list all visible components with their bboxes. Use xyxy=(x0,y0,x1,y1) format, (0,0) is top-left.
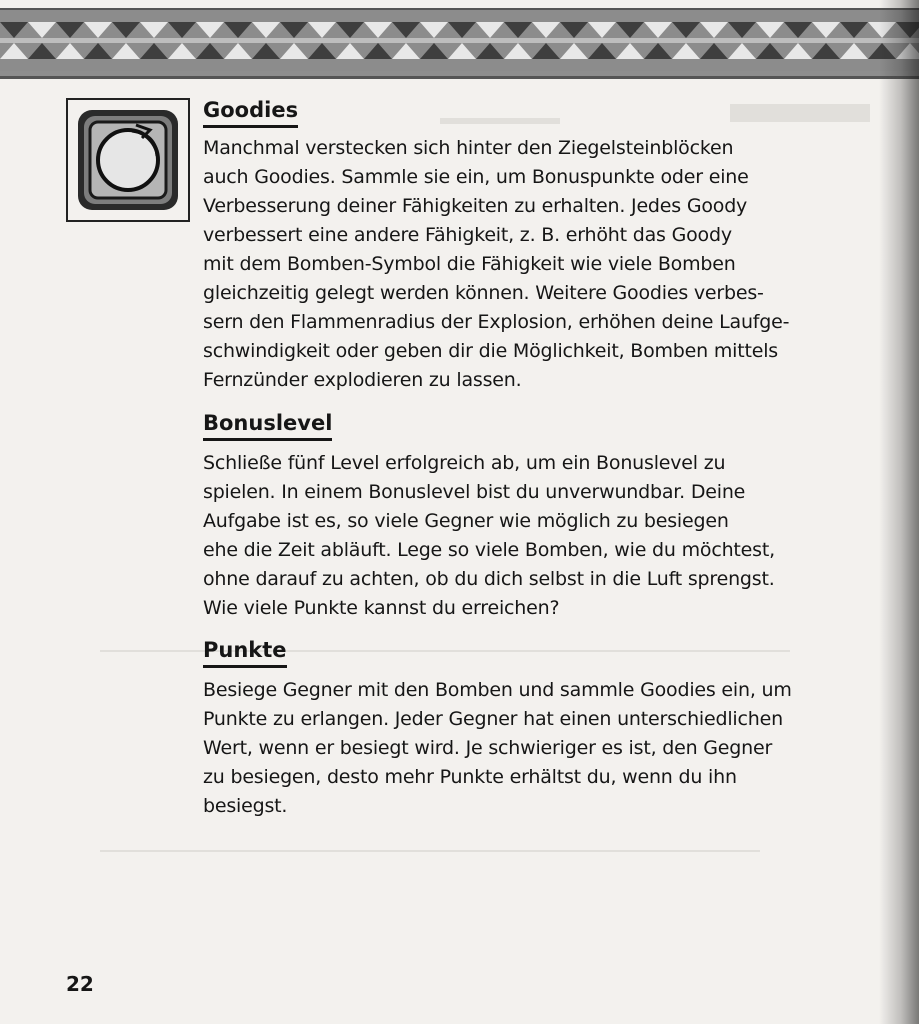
text-line: besiegst. xyxy=(203,795,288,817)
text-line: Punkte zu erlangen. Jeder Gegner hat einen unterschiedlichen xyxy=(203,708,783,730)
text-line: ehe die Zeit abläuft. Lege so viele Bomben, wie du möchtest, xyxy=(203,539,775,561)
page-number: 22 xyxy=(66,972,94,996)
text-line: ohne darauf zu achten, ob du dich selbst in die Luft sprengst. xyxy=(203,568,775,590)
text-line: sern den Flammenradius der Explosion, erhöhen deine Laufge- xyxy=(203,311,790,333)
zigzag-banner xyxy=(0,8,919,79)
text-line: Besiege Gegner mit den Bomben und sammle Goodies ein, um xyxy=(203,679,792,701)
section-heading-bonuslevel: Bonuslevel xyxy=(203,410,332,441)
text-line: Fernzünder explodieren zu lassen. xyxy=(203,369,522,391)
text-line: gleichzeitig gelegt werden können. Weitere Goodies verbes- xyxy=(203,282,764,304)
text-line: schwindigkeit oder geben dir die Möglichkeit, Bomben mittels xyxy=(203,340,778,362)
text-line: Aufgabe ist es, so viele Gegner wie möglich zu besiegen xyxy=(203,510,729,532)
section-text-bonuslevel xyxy=(203,449,893,623)
text-line: Wie viele Punkte kannst du erreichen? xyxy=(203,597,560,619)
text-line: Verbesserung deiner Fähigkeiten zu erhalten. Jedes Goody xyxy=(203,195,748,217)
text-line: Wert, wenn er besiegt wird. Je schwieriger es ist, den Gegner xyxy=(203,737,773,759)
bleed-through-line xyxy=(440,118,560,124)
section-heading-goodies: Goodies xyxy=(203,97,298,128)
bleed-through-line xyxy=(100,850,760,852)
text-line: Manchmal verstecken sich hinter den Ziegelsteinblöcken xyxy=(203,137,734,159)
text-line: verbessert eine andere Fähigkeit, z. B. erhöht das Goody xyxy=(203,224,732,246)
section-text-goodies xyxy=(203,134,893,395)
section-text-punkte xyxy=(203,676,893,821)
bleed-through-line xyxy=(730,104,870,122)
goody-icon xyxy=(66,98,190,222)
text-line: zu besiegen, desto mehr Punkte erhältst du, wenn du ihn xyxy=(203,766,737,788)
text-line: Schließe fünf Level erfolgreich ab, um ein Bonuslevel zu xyxy=(203,452,726,474)
text-line: mit dem Bomben-Symbol die Fähigkeit wie viele Bomben xyxy=(203,253,736,275)
text-line: auch Goodies. Sammle sie ein, um Bonuspunkte oder eine xyxy=(203,166,749,188)
section-heading-punkte: Punkte xyxy=(203,637,287,668)
text-line: spielen. In einem Bonuslevel bist du unverwundbar. Deine xyxy=(203,481,746,503)
zigzag-pattern xyxy=(0,10,919,71)
